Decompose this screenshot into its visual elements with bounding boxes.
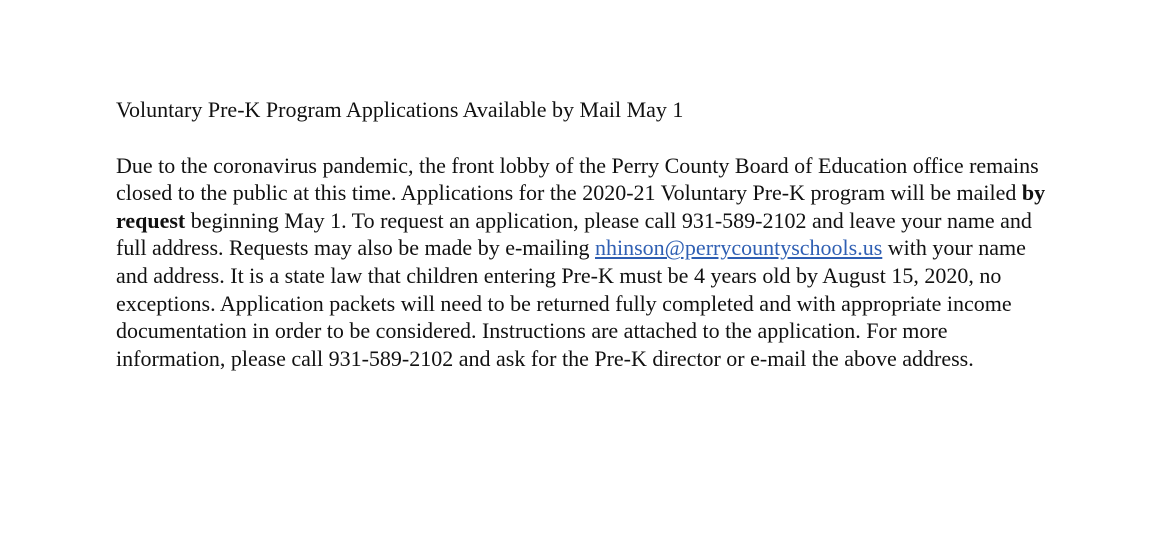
email-link[interactable]: nhinson@perrycountyschools.us (595, 235, 883, 261)
body-text-part-1: Due to the coronavirus pandemic, the front lobby of the Perry County Board of Education office remains closed to the public at this time. Applications for the 2020-21 Voluntary Pre-K program will be mailed (116, 152, 1039, 206)
body-paragraph (116, 152, 1056, 373)
body-text-part-2: beginning May 1. To request an application, please call 931-589-2102 and leave your name and full address. Requests may also be made by e-mailing (116, 207, 1032, 261)
document-title: Voluntary Pre-K Program Applications Available by Mail May 1 (116, 97, 684, 122)
body-text-part-3: with your name and address. It is a state law that children entering Pre-K must be 4 years old by August 15, 2020, no exceptions. Application packets will need to be returned fully completed and with appropriate income documentation in order to be considered. Instructions are attached to the application. For more information, please call 931-589-2102 and ask for the Pre-K director or e-mail the above address. (116, 235, 1026, 371)
bold-by-request: by request (116, 180, 1046, 233)
document-page (116, 96, 1056, 372)
